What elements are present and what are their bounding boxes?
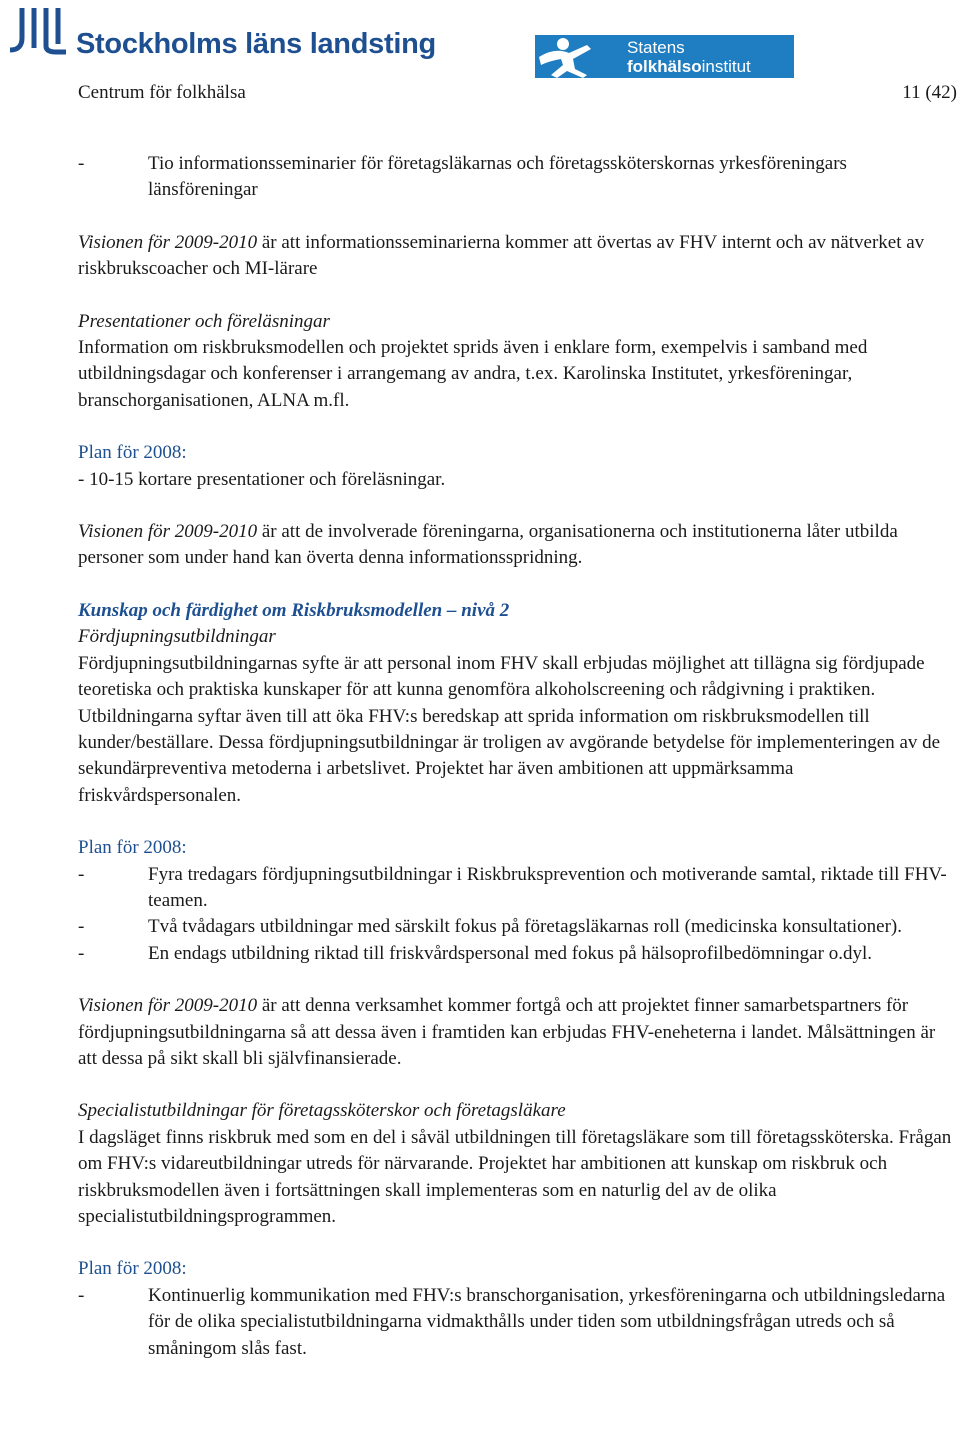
list-item: - Kontinuerlig kommunikation med FHV:s branschorganisation, yrkesföreningarna och utbildningsledarna för de olika specialistutbildningarna vidmakthålls under tiden som utbildningsfrågan utreds och så småningom slås fast.	[78, 1284, 946, 1359]
vision-paragraph-2: Visionen för 2009-2010 är att de involverade föreningarna, organisationerna och institutionerna låter utbilda personer som under hand kan överta denna informationsspridning.	[78, 521, 898, 569]
vision-paragraph-1: Visionen för 2009-2010 är att informationsseminarierna kommer att övertas av FHV internt och av nätverket av riskbrukscoacher och MI-lärare	[78, 231, 925, 280]
page-number: 11 (42)	[902, 82, 957, 103]
list-item: - Fyra tredagars fördjupningsutbildningar i Riskbruksprevention och motiverande samtal, riktade till FHV-teamen.	[78, 863, 947, 911]
heading-kunskap: Kunskap och färdighet om Riskbruksmodellen – nivå 2	[78, 599, 510, 621]
list-item: - Två tvådagars utbildningar med särskilt fokus på företagsläkarnas roll (medicinska konsultationer).	[78, 916, 902, 938]
document-body	[78, 151, 953, 1362]
heading-presentationer: Presentationer och föreläsningar	[78, 310, 330, 332]
specialist-paragraph: I dagsläget finns riskbruk med som en del i såväl utbildningen till företagsläkare som till företagssköterska. Frågan om FHV:s vidareutbildningar utreds för närvarande. Projektet har ambitionen att kunskap om riskbruk och riskbruksmodellen även i fortsättningen skall implementeras som en naturlig del av de olika specialistutbildningsprogrammen.	[78, 1126, 952, 1227]
fhi-line2: folkhälsoinstitut	[627, 56, 751, 76]
presentationer-paragraph: Information om riskbruksmodellen och projektet sprids även i enklare form, exempelvis i samband med utbildningsdagar och konferenser i arrangemang av andra, t.ex. Karolinska Institutet, yrkesföreningar, branschorganisationen, ALNA m.fl.	[78, 337, 868, 411]
fordjupning-paragraph: Fördjupningsutbildningarnas syfte är att personal inom FHV skall erbjudas möjlighet att tillägna sig fördjupade teoretiska och praktiska kunskaper för att kunna genomföra alkoholscreening och rådgivning i praktiken. Utbildningarna syftar även till att öka FHV:s beredskap att sprida information om riskbruksmodellen till kunder/beställare. Dessa fördjupningsutbildningar är troligen av avgörande betydelse för implementeringen av de sekundärpreventiva metoderna i arbetslivet. Projektet har även ambitionen att uppmärksamma friskvårdspersonalen.	[78, 652, 941, 806]
sll-logo-mark-icon	[8, 8, 66, 56]
list-item: - En endags utbildning riktad till friskvårdspersonal med fokus på hälsoprofilbedömningar o.dyl.	[78, 942, 872, 964]
heading-fordjupning: Fördjupningsutbildningar	[78, 626, 276, 648]
heading-specialist: Specialistutbildningar för företagssköterskor och företagsläkare	[78, 1100, 566, 1122]
plan-item: - 10-15 kortare presentationer och föreläsningar.	[78, 468, 446, 490]
plan-heading-3: Plan för 2008:	[78, 1258, 187, 1280]
plan-heading-1: Plan för 2008:	[78, 442, 187, 464]
list-item: - Tio informationsseminarier för företagsläkarnas och företagssköterskornas yrkesföreningars länsföreningar	[78, 153, 847, 201]
fhi-logo	[535, 35, 794, 78]
unit-name: Centrum för folkhälsa	[78, 82, 246, 103]
fhi-figure-icon	[535, 35, 605, 78]
plan-heading-2: Plan för 2008:	[78, 837, 187, 859]
fhi-line1: Statens	[627, 37, 685, 57]
sll-logo	[8, 2, 436, 61]
sll-name: Stockholms läns landsting	[76, 28, 436, 60]
vision-paragraph-3: Visionen för 2009-2010 är att denna verksamhet kommer fortgå och att projektet finner samarbetspartners för fördjupningsutbildningarna så att dessa även i framtiden kan erbjudas FHV-eneheterna i landet. Målsättningen är att dessa på sikt skall bli självfinansierade.	[78, 995, 936, 1069]
